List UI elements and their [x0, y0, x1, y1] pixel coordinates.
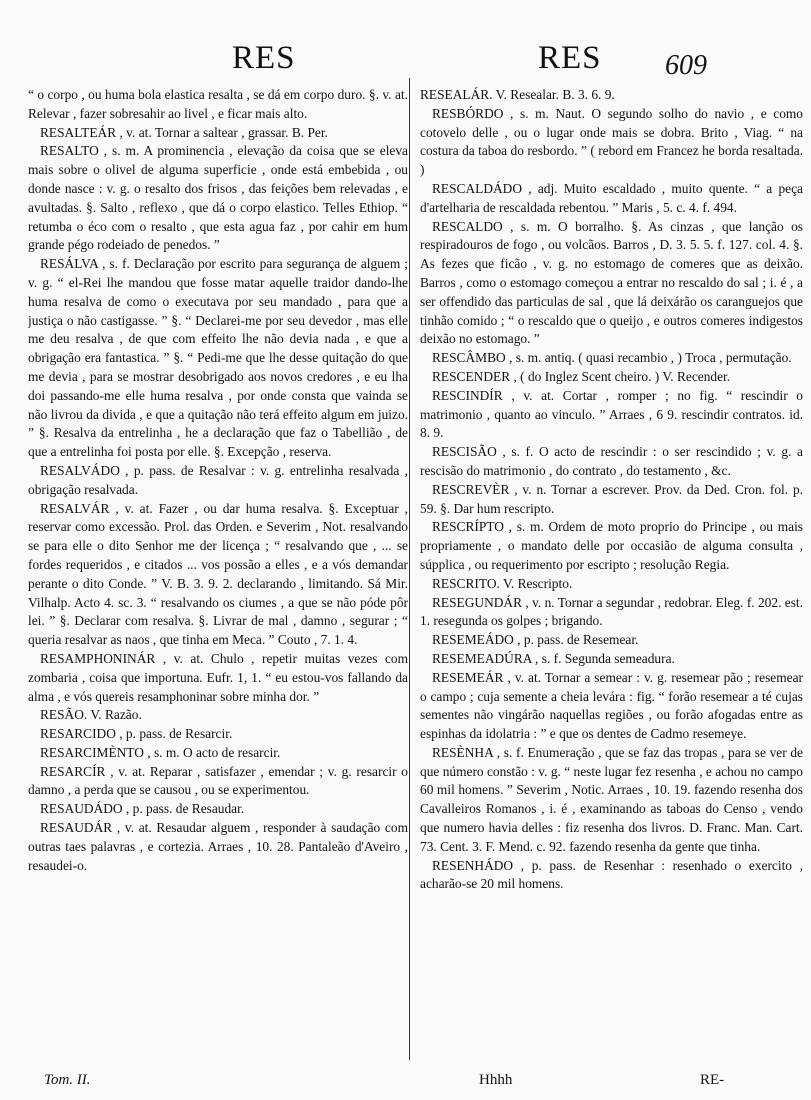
running-head-left: RES	[232, 40, 296, 76]
dictionary-entry: RESCÂMBO , s. m. antiq. ( quasi recambio , ) Troca , permutação.	[432, 350, 792, 366]
dictionary-entry: RESAUDÁR , v. at. Resaudar alguem , responder à saudação com outras taes palavras , e cortezia. Arraes , 10. 28. Pantaleão d'Aveiro , resaudei-o.	[28, 820, 408, 873]
dictionary-entry: RESÃO. V. Razão.	[40, 707, 142, 723]
left-column	[28, 86, 408, 1036]
dictionary-entry: RESEMEADÚRA , s. f. Segunda semeadura.	[432, 650, 675, 666]
dictionary-entry: RESARCIDO , p. pass. de Resarcir.	[40, 726, 233, 742]
catchword: RE-	[700, 1072, 725, 1088]
dictionary-entry: RESEMEÁDO , p. pass. de Resemear.	[432, 632, 639, 648]
volume-signature: Tom. II.	[44, 1072, 91, 1088]
right-column	[420, 86, 803, 1036]
running-head-right: RES	[538, 40, 602, 76]
dictionary-entry: RESENHÁDO , p. pass. de Resenhar : resenhado o exercito , acharão-se 20 mil homens.	[420, 857, 803, 892]
dictionary-entry: RESCRITO. V. Rescripto.	[432, 575, 573, 591]
dictionary-entry: RESÈNHA , s. f. Enumeração , que se faz das tropas , para se ver de que número constão : v. g. “ neste lugar fez resenha , e achou no campo 60 mil homens. ” Severim , Notic. Arraes , 10. 19. fazendo resenha dos Cavalleiros Romanos , i. é , examinando as taboas do Censo , vendo que numero havia delles : fiz resenha dos livros. D. Franc. Man. Cart. 73. Cent. 3. F. Mend. c. 92. fazendo resenha da gente que tinha.	[420, 744, 803, 854]
dictionary-entry: RESCINDÍR , v. at. Cortar , romper ; no fig. “ rescindir o matrimonio , quanto ao vinculo. ” Arraes , 6 9. rescindir contratos. id. 8. 9.	[420, 387, 803, 441]
dictionary-entry: RESALVÁR , v. at. Fazer , ou dar huma resalva. §. Exceptuar , reservar como excessão. Prol. das Orden. e Severim , Not. resalvando se para elle o dito Senhor me der licença ; “ resalvando que , ... se fordes requeridos , e citados ... vos possão a elles , e a vós demandar perante o dito Conde. ” V. B. 3. 9. 2. declarando , limitando. Sá Mir. Vilhalp. Acto 4. sc. 3. “ resalvando os ciumes , a que se não póde pôr lei. ” §. Declarar com resalva. §. Livrar de mal , damno , segurar ; “ queria resalvar as naos , que tinha em Meca. ” Couto , 7. 1. 4.	[28, 500, 408, 648]
page-number: 609	[665, 50, 707, 81]
dictionary-entry: “ o corpo , ou huma bola elastica resalta , se dá em corpo duro. §. v. at. Relevar , fazer sobresahir ao livel , e ficar mais alto.	[28, 87, 408, 121]
dictionary-entry: RESALTO , s. m. A prominencia , elevação da coisa que se eleva mais sobre o olivel de alguma superficie , onde está embebida , ou donde nasce : v. g. o resalto dos frisos , das feições bem relevadas , e avultadas. §. Salto , reflexo , que dá o corpo elastico. Telles Ethiop. “ retumba o éco com o resalto , que esta agua faz , por cahir em hum grande pégo rodeiado de penedos. ”	[28, 143, 408, 253]
dictionary-entry: RESAMPHONINÁR , v. at. Chulo , repetir muitas vezes com zombaria , coisa que importuna. Eufr. 1, 1. “ eu estou-vos fallando da alma , e vós quereis resamphoninar sobre minha dor. ”	[28, 650, 408, 704]
dictionary-entry: RESCREVÈR , v. n. Tornar a escrever. Prov. da Ded. Cron. fol. p. 59. §. Dar hum rescripto.	[420, 481, 803, 516]
dictionary-entry: RESCRÍPTO , s. m. Ordem de moto proprio do Principe , ou mais propriamente , o mandato delle por occasião de alguma consulta , súpplica , ou requerimento por escripto ; resolução Regia.	[420, 519, 803, 572]
dictionary-entry: RESARCIMÈNTO , s. m. O acto de resarcir.	[40, 744, 281, 760]
dictionary-entry: RESCISÃO , s. f. O acto de rescindir : o ser rescindido ; v. g. a rescisão do matrimonio , do contrato , do testamento , &c.	[420, 444, 803, 478]
dictionary-entry: RESCALDO , s. m. O borralho. §. As cinzas , que lanção os respiradouros de fogo , ou volcãos. Barros , D. 3. 5. 5. f. 127. col. 4. §. As fezes que ficão , v. g. no estomago de comeres que as deixão. Barros , como o estomago começou a entrar no rescaldo do sal ; i. é , a ser offendido das particulas de sal , que lá deixárão os caranguejos que tinhão comido ; “ o rescaldo que o queijo , e outros comeres indigestos deixão no estomago. ”	[420, 218, 803, 347]
dictionary-entry: RESALTEÁR , v. at. Tornar a saltear , grassar. B. Per.	[40, 124, 328, 140]
dictionary-entry: RESEMEÁR , v. at. Tornar a semear : v. g. resemear pão ; resemear o campo ; cuja semente a cheia levára : fig. “ forão resemear a té cujas sementes não vingárão naquellas regiões , ou forão afogadas entre as espinhas da idolatria : ” e que os dentes de Cadmo resemeye.	[420, 669, 803, 742]
signature-mark: Hhhh	[479, 1072, 513, 1088]
dictionary-entry: RESBÓRDO , s. m. Naut. O segundo solho do navio , e como cotovelo delle , ou o lugar onde mais se dobra. Brito , Viag. “ na costura da taboa do resbordo. ” ( rebord em Francez he borda resaltada. )	[420, 105, 803, 178]
column-divider	[409, 78, 410, 1060]
dictionary-entry: RESÁLVA , s. f. Declaração por escrito para segurança de alguem ; v. g. “ el-Rei lhe mandou que fosse matar aquelle traidor dando-lhe huma resalva de como o executava por seu mandado , para que a justiça o não castigasse. ” §. “ Declarei-me por seu devedor , mas elle me deu resalva , de que com effeito lhe não devia nada , e que a obrigação era fantastica. ” §. “ Pedi-me que lhe desse quitação do que me devia , para se mostrar desobrigado aos novos credores , e eu lha doi passando-me elle huma resalva , por onde consta que vainda se não livrou da divida , e que a quitação não terá effeito algum em juizo. ” §. Resalva da entrelinha , he a declaração que faz o Tabellião , de que a entrelinha foi posta por elle. §. Excepção , reserva.	[28, 256, 408, 460]
dictionary-entry: RESCENDER , ( do Inglez Scent cheiro. ) V. Recender.	[432, 368, 731, 384]
dictionary-entry: RESARCÍR , v. at. Reparar , satisfazer , emendar ; v. g. resarcir o damno , a perda que se causou , ou se experimentou.	[28, 763, 408, 798]
dictionary-entry: RESEGUNDÁR , v. n. Tornar a segundar , redobrar. Eleg. f. 202. est. 1. resegunda os golpes ; brigando.	[420, 594, 803, 629]
dictionary-entry: RESCALDÁDO , adj. Muito escaldado , muito quente. “ a peça d'artelharia de rescaldada rebentou. ” Maris , 5. c. 4. f. 494.	[420, 180, 803, 215]
dictionary-entry: RESEALÁR. V. Resealar. B. 3. 6. 9.	[420, 87, 615, 102]
dictionary-entry: RESALVÁDO , p. pass. de Resalvar : v. g. entrelinha resalvada , obrigação resalvada.	[28, 462, 408, 497]
dictionary-entry: RESAUDÁDO , p. pass. de Resaudar.	[40, 801, 245, 817]
